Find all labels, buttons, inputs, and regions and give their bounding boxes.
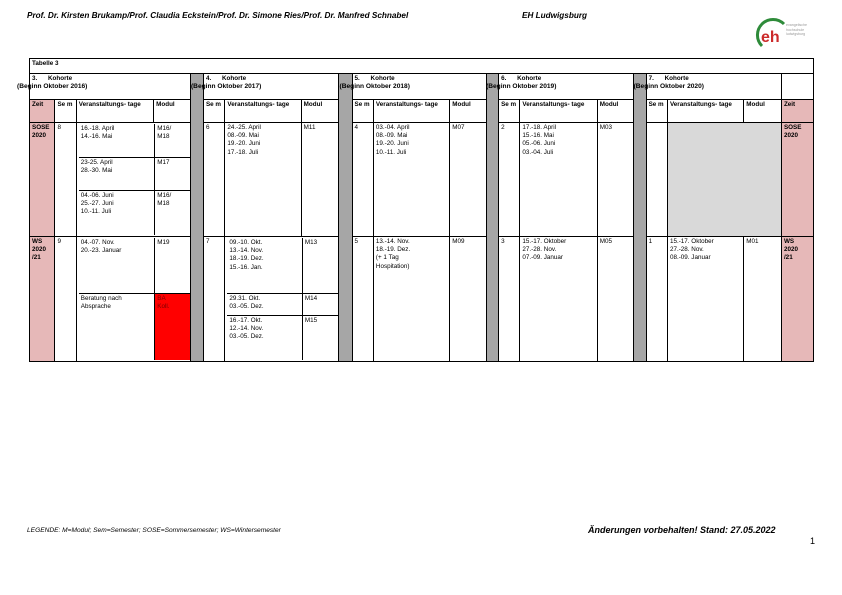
sem-header: Se m — [55, 100, 76, 123]
column-separator — [339, 74, 352, 362]
sose-k5-sem: 4 — [352, 123, 373, 237]
ws-k5-modul: M09 — [450, 237, 487, 362]
sose-k6-dates: 17.-18. April 15.-16. Mai 05.-06. Juni 03.-04. Juli — [520, 123, 597, 237]
ws-k5-dates: 13.-14. Nov. 18.-19. Dez. (+ 1 Tag Hospitation) — [373, 237, 449, 362]
sose-k3-block-2-modul: M17 — [155, 157, 191, 190]
ws-k5-sem: 5 — [352, 237, 373, 362]
corner-cell — [781, 74, 813, 100]
ws-zeit-right: WS 2020 /21 — [781, 237, 813, 362]
modul-header: Modul — [301, 100, 339, 123]
ws-k4-block-1-modul: M13 — [302, 238, 339, 293]
sose-zeit-right: SOSE 2020 — [781, 123, 813, 237]
sose-k7-empty — [667, 123, 781, 237]
kohorte-6-header: 6. Kohorte (Beginn Oktober 2019) — [499, 74, 634, 100]
ws-k4-sem: 7 — [203, 237, 224, 362]
ws-k7-dates: 15.-17. Oktober 27.-28. Nov. 08.-09. Januar — [667, 237, 743, 362]
kohorte-5-header: 5. Kohorte (Beginn Oktober 2018) — [352, 74, 486, 100]
sose-k3-block-1-dates: 16.-18. April 14.-16. Mai — [79, 124, 155, 157]
veranstaltung-header: Veranstaltungs- tage — [76, 100, 153, 123]
kohorte-4-header: 4. Kohorte (Beginn Oktober 2017) — [203, 74, 338, 100]
zeit-header: Zeit — [30, 100, 55, 123]
ws-k3-block-1-dates: 04.-07. Nov. 20.-23. Januar — [79, 238, 155, 293]
ws-k7-modul: M01 — [744, 237, 782, 362]
table-title: Tabelle 3 — [30, 59, 814, 74]
ws-k3-block-2-dates: Beratung nach Absprache — [79, 293, 155, 360]
ws-k6-sem: 3 — [499, 237, 520, 362]
sose-zeit: SOSE 2020 — [30, 123, 55, 237]
ws-k6-modul: M05 — [597, 237, 634, 362]
header-authors: Prof. Dr. Kirsten Brukamp/Prof. Claudia Eckstein/Prof. Dr. Simone Ries/Prof. Dr. Manfred Schnabel — [27, 11, 409, 20]
zeit-header: Zeit — [781, 100, 813, 123]
veranstaltung-header: Veranstaltungs- tage — [667, 100, 743, 123]
page-number: 1 — [810, 536, 816, 546]
schedule-table — [17, 58, 814, 362]
sose-k3-block-3-modul: M16/ M18 — [155, 190, 191, 235]
ws-k4-block-2-dates: 29.31. Okt. 03.-05. Dez. — [227, 293, 302, 315]
column-separator — [190, 74, 203, 362]
veranstaltung-header: Veranstaltungs- tage — [225, 100, 301, 123]
modul-header: Modul — [450, 100, 487, 123]
logo-text: evangelische hochschule ludwigsburg — [786, 23, 807, 37]
header-institution: EH Ludwigsburg — [522, 11, 588, 20]
sose-k4-dates: 24.-25. April 08.-09. Mai 19.-20. Juni 17.-18. Juli — [225, 123, 301, 237]
modul-header: Modul — [744, 100, 782, 123]
column-separator — [486, 74, 498, 362]
sose-k4-modul: M11 — [301, 123, 339, 237]
column-separator — [634, 74, 646, 362]
modul-header: Modul — [154, 100, 191, 123]
sose-k7-sem — [646, 123, 667, 237]
sose-k3-block-2-dates: 23-25. April 28.-30. Mai — [79, 157, 155, 190]
modul-header: Modul — [597, 100, 634, 123]
sem-header: Se m — [352, 100, 373, 123]
sose-k5-modul: M07 — [450, 123, 487, 237]
ws-k3-block-2-modul: BA Koll. — [155, 293, 191, 360]
sose-k3-block-1-modul: M16/ M18 — [155, 124, 191, 157]
veranstaltung-header: Veranstaltungs- tage — [373, 100, 449, 123]
sose-k3-sem: 8 — [55, 123, 76, 237]
logo-mark: eh — [761, 29, 780, 46]
sose-k6-modul: M03 — [597, 123, 634, 237]
sose-k6-sem: 2 — [499, 123, 520, 237]
kohorte-7-header: 7. Kohorte (Beginn Oktober 2020) — [646, 74, 781, 100]
ws-k4-block-2-modul: M14 — [302, 293, 339, 315]
ws-zeit: WS 2020 /21 — [30, 237, 55, 362]
ws-k4-blocks — [225, 237, 339, 362]
sose-k5-dates: 03.-04. April 08.-09. Mai 19.-20. Juni 10.-11. Juli — [373, 123, 449, 237]
ws-k3-blocks — [76, 237, 190, 362]
sem-header: Se m — [203, 100, 224, 123]
sose-k4-sem: 6 — [203, 123, 224, 237]
veranstaltung-header: Veranstaltungs- tage — [520, 100, 597, 123]
aenderungen-note: Änderungen vorbehalten! Stand: 27.05.2022 — [588, 525, 776, 535]
ws-k6-dates: 15.-17. Oktober 27.-28. Nov. 07.-09. Januar — [520, 237, 597, 362]
ws-k4-block-3-modul: M15 — [302, 315, 339, 360]
ws-k4-block-3-dates: 16.-17. Okt. 12.-14. Nov. 03.-05. Dez. — [227, 315, 302, 360]
sose-k3-blocks — [76, 123, 190, 237]
sem-header: Se m — [499, 100, 520, 123]
ws-k3-block-1-modul: M19 — [155, 238, 191, 293]
sem-header: Se m — [646, 100, 667, 123]
ws-k7-sem: 1 — [646, 237, 667, 362]
sose-k3-block-3-dates: 04.-06. Juni 25.-27. Juni 10.-11. Juli — [79, 190, 155, 235]
kohorte-3-header: 3. Kohorte (Beginn Oktober 2016) — [30, 74, 191, 100]
ws-k4-block-1-dates: 09.-10. Okt. 13.-14. Nov. 18.-19. Dez. 15.-16. Jan. — [227, 238, 302, 293]
legend: LEGENDE: M=Modul; Sem=Semester; SOSE=Sommersemester; WS=Wintersemester — [27, 527, 281, 534]
ws-k3-sem: 9 — [55, 237, 76, 362]
